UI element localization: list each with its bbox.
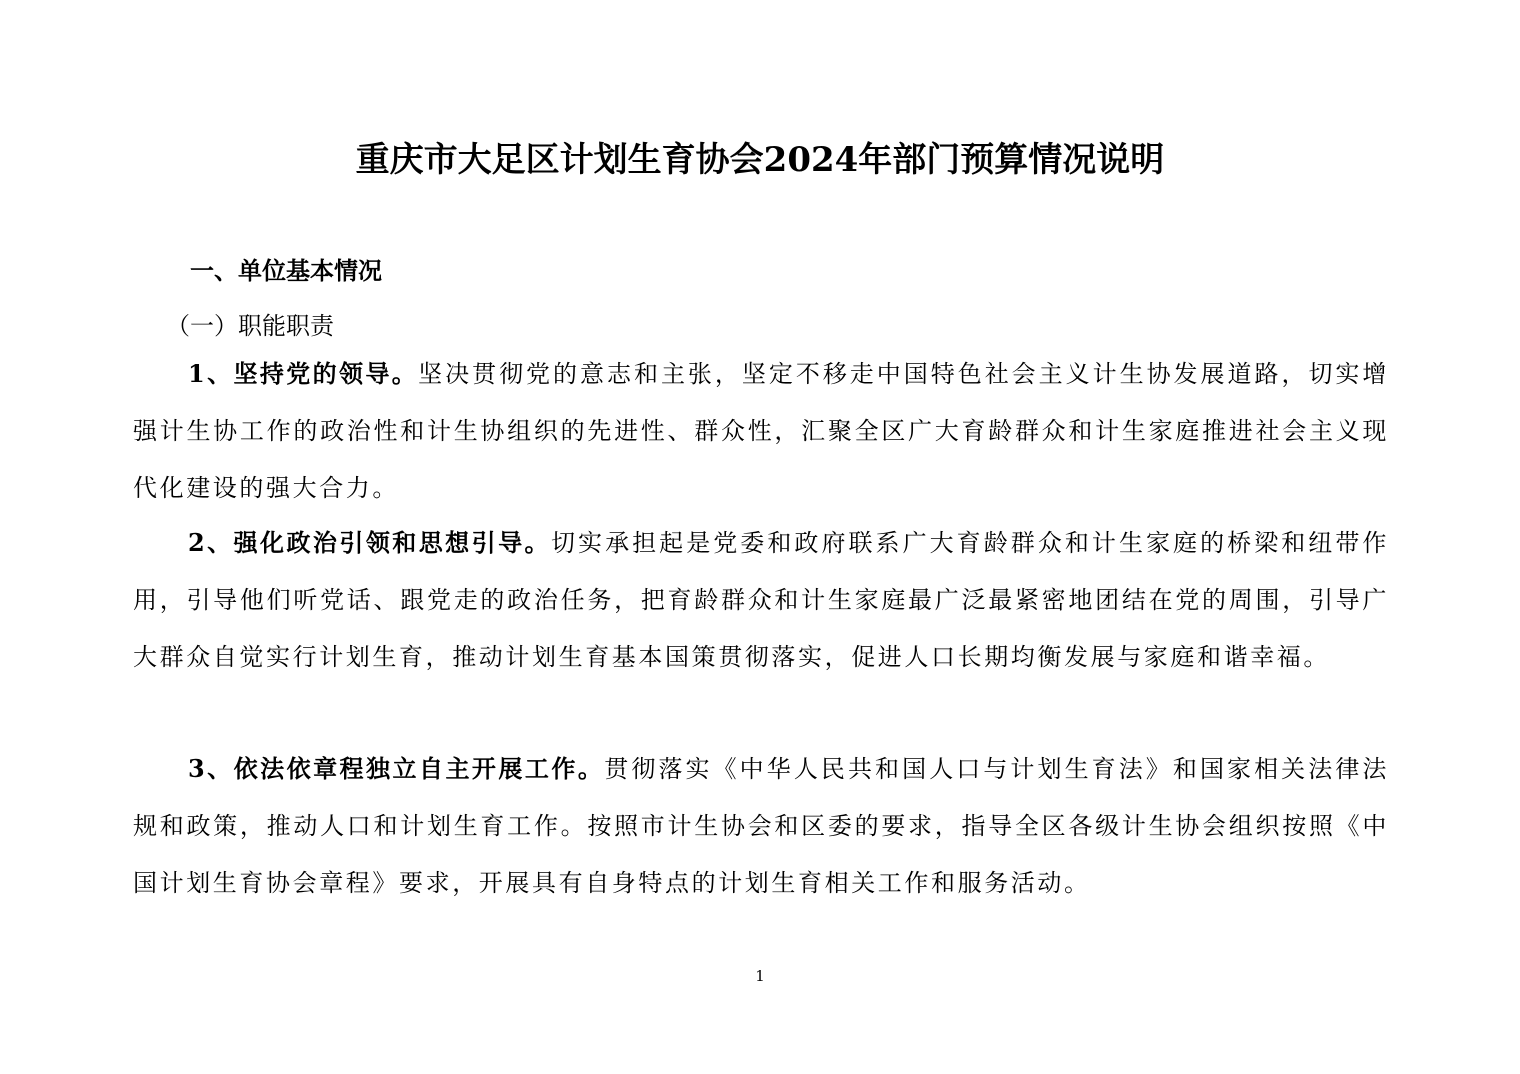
- paragraph-1-lead: 1、坚持党的领导。: [188, 359, 419, 388]
- paragraph-1-body: 坚决贯彻党的意志和主张，坚定不移走中国特色社会主义计生协发展道路，切实增强计生协工作的政治性和计生协组织的先进性、群众性，汇聚全区广大育龄群众和计生家庭推进社会主义现代化建设的强大合力。: [133, 360, 1389, 502]
- paragraph-1: [133, 345, 1389, 517]
- paragraph-2-body: 切实承担起是党委和政府联系广大育龄群众和计生家庭的桥梁和纽带作用，引导他们听党话、跟党走的政治任务，把育龄群众和计生家庭最广泛最紧密地团结在党的周围，引导广大群众自觉实行计划生育，推动计划生育基本国策贯彻落实，促进人口长期均衡发展与家庭和谐幸福。: [133, 529, 1389, 671]
- document-title: 重庆市大足区计划生育协会2024年部门预算情况说明: [355, 140, 1165, 180]
- page-number: 1: [755, 967, 765, 985]
- section-heading: 一、单位基本情况: [190, 257, 382, 285]
- paragraph-3: [133, 740, 1389, 912]
- paragraph-2: [133, 514, 1389, 686]
- paragraph-3-lead: 3、依法依章程独立自主开展工作。: [188, 754, 605, 783]
- subsection-heading: （一）职能职责: [166, 312, 334, 340]
- paragraph-3-body: 贯彻落实《中华人民共和国人口与计划生育法》和国家相关法律法规和政策，推动人口和计划生育工作。按照市计生协会和区委的要求，指导全区各级计生协会组织按照《中国计划生育协会章程》要求，开展具有自身特点的计划生育相关工作和服务活动。: [133, 755, 1389, 897]
- paragraph-2-lead: 2、强化政治引领和思想引导。: [188, 528, 551, 557]
